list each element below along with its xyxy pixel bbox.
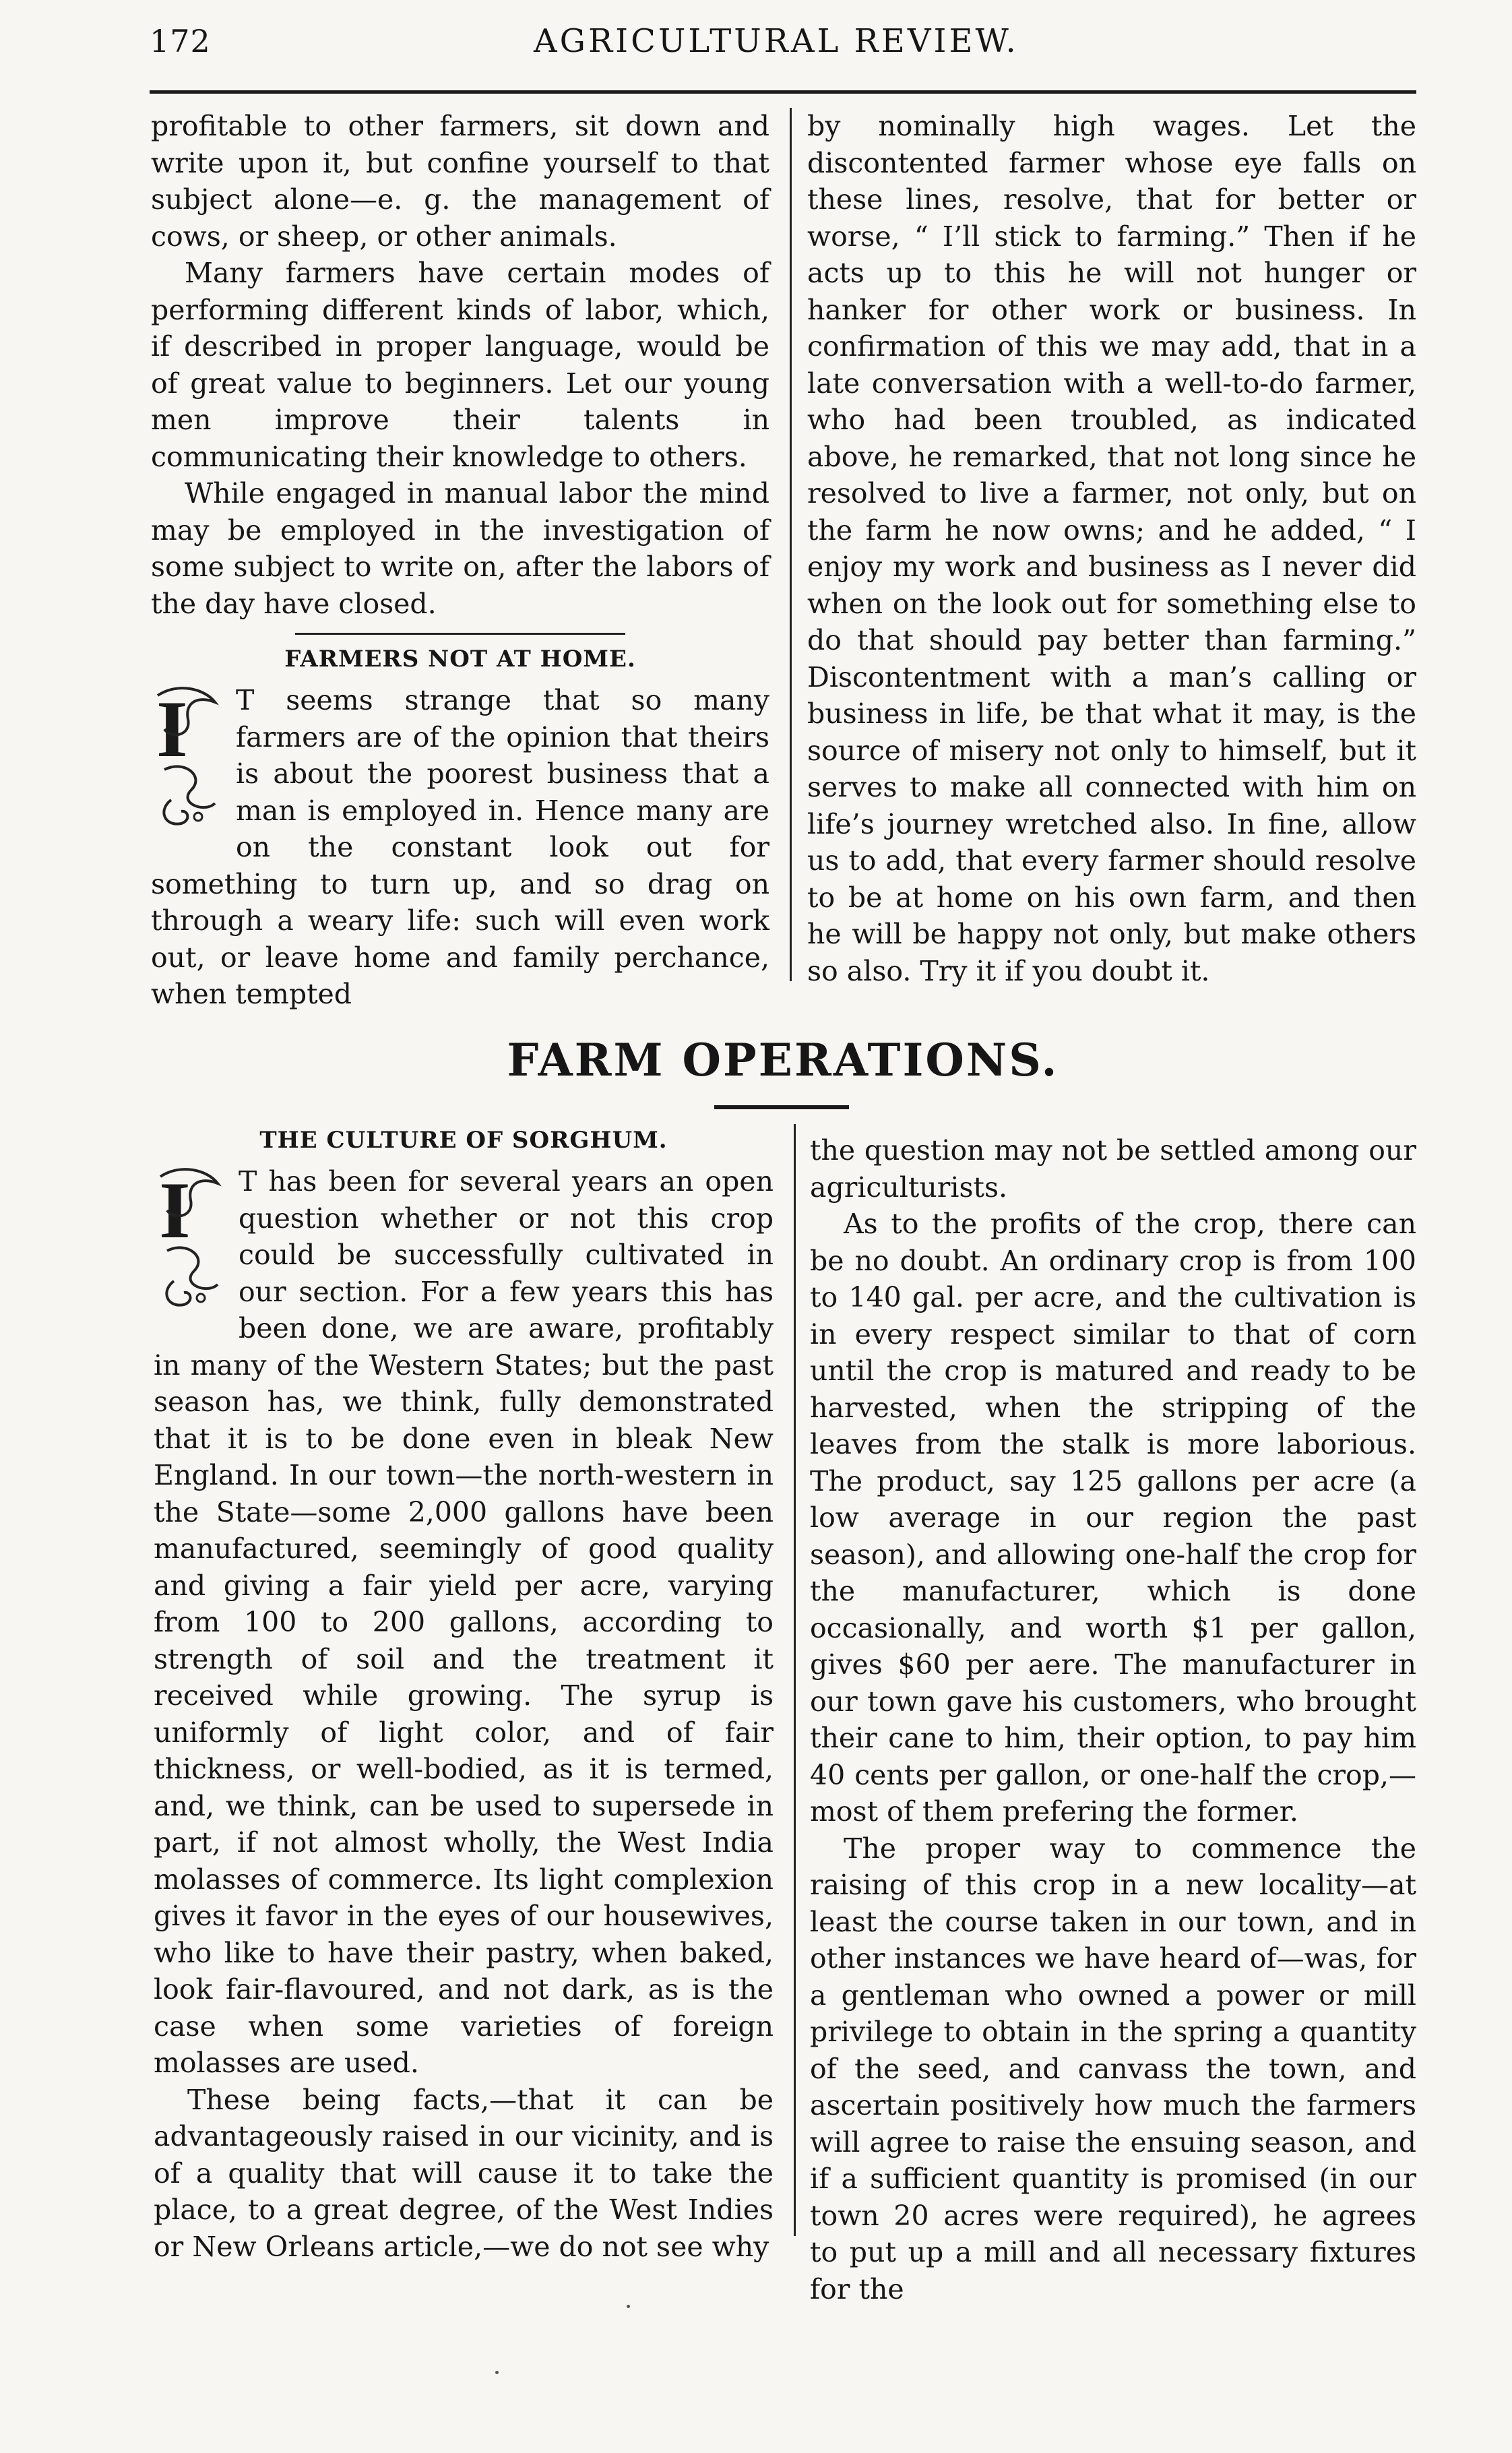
ornamental-initial-icon <box>154 1163 228 1319</box>
top-left-column <box>151 108 769 1013</box>
article-text: T seems strange that so many farmers are of the opinion that theirs is about the poorest business that a man is employed in. Hence many are on the constant look out for something to turn up, and so drag on through a weary life: such will even work out, or leave home and family perchance, when tempted <box>151 684 769 1010</box>
journal-title: AGRICULTURAL REVIEW. <box>534 22 1019 60</box>
column-divider <box>790 108 792 981</box>
main-heading: FARM OPERATIONS. <box>507 1034 1059 1086</box>
article-text: T has been for several years an open question whether or not this crop could be successfully cultivated in our section. For a few years this has been done, we are aware, profitably in many of the Western States; but the past season has, we think, fully demonstrated that it is to be done even in bleak New England. In our town—the north-western in the State—some 2,000 gallons have been manufactured, seemingly of good quality and giving a fair yield per acre, varying from 100 to 200 gallons, according to strength of soil and the treatment it received while growing. The syrup is uniformly of light color, and of fair thickness, or well-bodied, as it is termed, and, we think, can be used to supersede in part, if not almost wholly, the West India molasses of commerce. Its light complexion gives it favor in the eyes of our housewives, who like to have their pastry, when baked, look fair-flavoured, and not dark, as is the case when some varieties of foreign molasses are used. <box>154 1165 774 2079</box>
ornamental-initial-icon <box>151 682 225 838</box>
article-culture-of-sorghum <box>154 1163 774 2082</box>
page-number: 172 <box>150 23 211 59</box>
bottom-right-column <box>810 1132 1416 2307</box>
bottom-left-column <box>154 1124 774 2265</box>
column-divider <box>794 1124 796 2236</box>
top-right-column <box>807 108 1416 989</box>
paragraph: the question may not be settled among our agriculturists. <box>810 1134 1416 1204</box>
paragraph: by nominally high wages. Let the discontented farmer whose eye falls on these lines, resolve, that for better or worse, “ I’ll stick to farming.” Then if he acts up to this he will not hunger or hanker for other work or business. In confirmation of this we may add, that in a late conversation with a well-to-do farmer, who had been troubled, as indicated above, he remarked, that not long since he resolved to live a farmer, not only, but on the farm he now owns; and he added, “ I enjoy my work and business as I never did when on the look out for something else to do that should pay better than farming.” Discontentment with a man’s calling or business in life, be that what it may, is the source of misery not only to himself, but it serves to make all connected with him on life’s journey wretched also. In fine, allow us to add, that every farmer should resolve to be at home on his own farm, and then he will be happy not only, but make others so also. Try it if you doubt it. <box>807 110 1416 987</box>
running-head <box>150 19 1416 66</box>
section-divider <box>295 633 625 635</box>
paragraph: profitable to other farmers, sit down and write upon it, but confine yourself to that subject alone—e. g. the management of cows, or sheep, or other animals. <box>151 110 769 253</box>
section-heading-culture-of-sorghum: THE CULTURE OF SORGHUM. <box>259 1127 668 1154</box>
article-farmers-not-at-home <box>151 682 769 1013</box>
svg-text:I: I <box>159 1165 191 1255</box>
speck <box>627 2305 630 2308</box>
paragraph: While engaged in manual labor the mind may be employed in the investigation of some subject to write on, after the labors of the day have closed. <box>151 477 769 620</box>
svg-text:I: I <box>156 684 188 774</box>
speck <box>495 2371 499 2374</box>
paragraph: These being facts,—that it can be advantageously raised in our vicinity, and is of a quality that will cause it to take the place, to a great degree, of the West Indies or New Orleans article,—we do not see why <box>154 2083 774 2263</box>
paragraph: Many farmers have certain modes of performing different kinds of labor, which, if described in proper language, would be of great value to beginners. Let our young men improve their talents in communicating their knowledge to others. <box>151 257 769 473</box>
heading-rule <box>714 1105 849 1109</box>
paragraph: As to the profits of the crop, there can be no doubt. An ordinary crop is from 100 to 140 gal. per acre, and the cultivation is in every respect similar to that of corn until the crop is matured and ready to be harvested, when the stripping of the leaves from the stalk is more laborious. The product, say 125 gallons per acre (a low average in our region the past season), and allowing one-half the crop for the manufacturer, which is done occasionally, and worth $1 per gallon, gives $60 per aere. The manufacturer in our town gave his customers, who brought their cane to him, their option, to pay him 40 cents per gallon, or one-half the crop,—most of them prefering the former. <box>810 1208 1416 1828</box>
header-rule <box>150 90 1416 94</box>
paragraph: The proper way to commence the raising of this crop in a new locality—at least the course taken in our town, and in other instances we have heard of—was, for a gentleman who owned a power or mill privilege to obtain in the spring a quantity of the seed, and canvass the town, and ascertain positively how much the farmers will agree to raise the ensuing season, and if a sufficient quantity is promised (in our town 20 acres were required), he agrees to put up a mill and all necessary fixtures for the <box>810 1832 1416 2305</box>
section-heading-farmers-not-at-home: FARMERS NOT AT HOME. <box>284 646 636 673</box>
